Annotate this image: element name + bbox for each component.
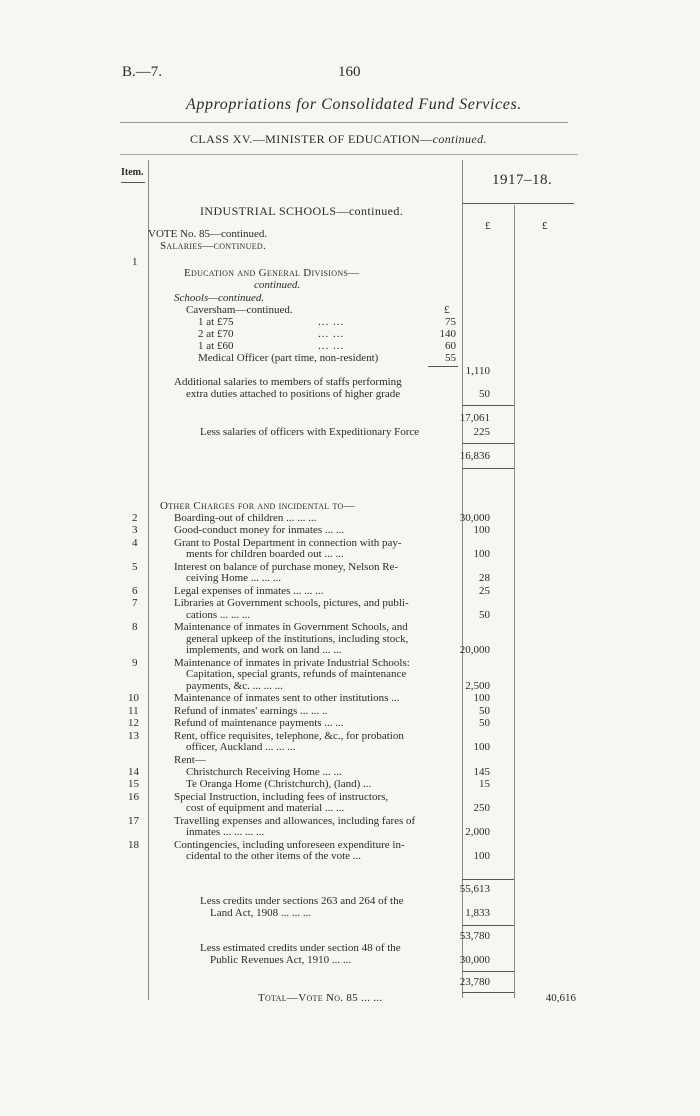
charge-description-line: Boarding-out of children ... ... ...: [174, 512, 317, 524]
item-number-1: 1: [132, 256, 138, 268]
class-heading: [190, 132, 487, 147]
land-act-credit-label-2: Land Act, 1908 ... ... ...: [210, 907, 312, 919]
item-header-rule: [121, 182, 145, 183]
division-heading: Education and General Divisions—: [184, 267, 360, 279]
charge-amount: 20,000: [459, 644, 490, 657]
section-title-text: INDUSTRIAL SCHOOLS—continued.: [200, 204, 404, 218]
charge-description-line: officer, Auckland ... ... ...: [186, 741, 296, 754]
charge-description-line: ments for children boarded out ... ...: [186, 548, 344, 561]
item-number: 4: [132, 536, 138, 549]
item-number: 5: [132, 560, 138, 573]
class-rule: [120, 154, 578, 155]
year-heading: 1917–18.: [492, 172, 553, 188]
charge-description-line: Christchurch Receiving Home ... ...: [186, 766, 342, 778]
charge-amount: 2,000: [465, 826, 490, 839]
salaries-subtotal: 17,061: [459, 412, 490, 424]
after-land-total: 53,780: [459, 930, 490, 942]
item-number: 10: [128, 692, 139, 705]
land-act-credit-value: 1,833: [465, 907, 490, 919]
charge-description-line: cidental to the other items of the vote ...: [186, 850, 362, 863]
oc-net-rule: [462, 971, 514, 972]
land-act-credit-label: Less credits under sections 263 and 264 of the: [200, 895, 404, 907]
charge-amount: 15: [479, 778, 490, 791]
additional-salaries-value: 50: [479, 388, 490, 400]
charge-amount: 50: [479, 704, 490, 717]
pound-header-amount: £: [485, 220, 491, 232]
item-number: 14: [128, 766, 139, 778]
charge-amount: 2,500: [465, 680, 490, 692]
salary-row-value: 140: [439, 328, 456, 340]
salary-row-label: Medical Officer (part time, non-resident): [198, 352, 379, 364]
charge-description-line: Contingencies, including unforeseen expenditure in-: [174, 838, 405, 851]
less-expeditionary-value: 225: [473, 426, 490, 438]
public-revenues-credit-label: Less estimated credits under section 48 of the: [200, 942, 401, 954]
subtotal-rule: [462, 405, 514, 406]
item-number: 9: [132, 656, 138, 669]
charge-amount: 25: [479, 584, 490, 597]
caversham-total: 1,110: [465, 365, 490, 377]
oc-net-rule-bottom: [462, 992, 514, 993]
pound-header-total: £: [542, 220, 548, 232]
salary-row-dots: ... ...: [318, 316, 345, 328]
less-expeditionary-label: Less salaries of officers with Expeditionary Force: [200, 426, 420, 438]
charge-description-line: Interest on balance of purchase money, Nelson Re-: [174, 560, 399, 573]
charge-description-line: Te Oranga Home (Christchurch), (land) ...: [186, 778, 372, 791]
charge-description-line: Refund of inmates' earnings ... ... ..: [174, 704, 328, 717]
charge-description-line: Maintenance of inmates sent to other institutions ...: [174, 692, 400, 705]
oc-subtotal-rule: [462, 879, 514, 880]
charge-description-line: Refund of maintenance payments ... ...: [174, 717, 344, 730]
total-value: 40,616: [545, 992, 576, 1004]
charge-description-line: Grant to Postal Department in connection with pay-: [174, 536, 402, 549]
total-label: Total—Vote No. 85 ... ...: [258, 992, 383, 1004]
item-number: 13: [128, 729, 139, 742]
charge-description-line: payments, &c. ... ... ...: [186, 680, 283, 692]
charge-description-line: Capitation, special grants, refunds of maintenance: [186, 668, 407, 681]
page-title: Appropriations for Consolidated Fund Services.: [186, 96, 522, 113]
section-title: [200, 204, 403, 219]
charge-amount: 100: [473, 850, 490, 863]
charge-description-line: Travelling expenses and allowances, including fares of: [174, 814, 416, 827]
division-continued: continued.: [254, 279, 301, 291]
item-number: 6: [132, 584, 138, 597]
other-charges-heading: Other Charges for and incidental to—: [160, 500, 355, 512]
charge-amount: 250: [473, 802, 490, 815]
charge-amount: 100: [473, 524, 490, 537]
charge-description-line: Legal expenses of inmates ... ... ...: [174, 584, 324, 597]
charge-amount: 50: [479, 608, 490, 621]
salary-row-label: 2 at £70: [198, 328, 234, 340]
item-number: 2: [132, 512, 138, 524]
other-charges-net: 23,780: [459, 976, 490, 988]
item-number: 7: [132, 597, 138, 610]
after-land-rule: [462, 925, 514, 926]
item-number: 18: [128, 838, 139, 851]
vote-heading: VOTE No. 85—continued.: [148, 228, 268, 240]
charge-description-line: ceiving Home ... ... ...: [186, 572, 282, 585]
charge-description-line: implements, and work on land ... ...: [186, 644, 342, 657]
charge-amount: 100: [473, 692, 490, 705]
class-heading-continued: continued.: [432, 132, 487, 146]
page-number: 160: [338, 64, 361, 80]
caversham-total-rule: [428, 366, 458, 367]
salary-row-label: 1 at £60: [198, 340, 234, 352]
charge-description-line: Good-conduct money for inmates ... ...: [174, 524, 345, 537]
net-rule-bottom: [462, 468, 514, 469]
charge-description-line: Maintenance of inmates in private Industrial Schools:: [174, 656, 410, 669]
charge-description-line: inmates ... ... ... ...: [186, 826, 265, 839]
charge-description-line: Rent, office requisites, telephone, &c., for probation: [174, 729, 404, 742]
class-heading-main: CLASS XV.—MINISTER OF EDUCATION—: [190, 132, 433, 146]
salaries-heading: Salaries—continued.: [160, 240, 267, 252]
charge-description-line: Special Instruction, including fees of instructors,: [174, 790, 389, 803]
public-revenues-credit-value: 30,000: [459, 954, 490, 966]
item-number: 11: [128, 704, 139, 717]
additional-salaries-label: Additional salaries to members of staffs performing: [174, 376, 402, 388]
public-revenues-credit-label-2: Public Revenues Act, 1910 ... ...: [210, 954, 352, 966]
item-number: 15: [128, 778, 139, 791]
subtotal-column-divider: [514, 205, 515, 998]
additional-salaries-label-2: extra duties attached to positions of higher grade: [186, 388, 401, 400]
salary-row-dots: ... ...: [318, 340, 345, 352]
item-number: 3: [132, 524, 138, 537]
charge-amount: 50: [479, 717, 490, 730]
item-number: 8: [132, 621, 138, 634]
charge-amount: 30,000: [459, 512, 490, 524]
report-reference: B.—7.: [122, 64, 163, 80]
charge-description-line: Libraries at Government schools, pictures, and publi-: [174, 597, 409, 610]
charge-description-line: Rent—: [174, 753, 206, 766]
charge-amount: 100: [473, 741, 490, 754]
charge-description-line: Maintenance of inmates in Government Schools, and: [174, 621, 408, 634]
salary-row-dots: ... ...: [318, 328, 345, 340]
charge-description-line: cations ... ... ...: [186, 608, 251, 621]
item-number: 17: [128, 814, 139, 827]
year-rule: [462, 203, 574, 204]
charge-amount: 100: [473, 548, 490, 561]
charge-description-line: cost of equipment and material ... ...: [186, 802, 345, 815]
salary-row-label: 1 at £75: [198, 316, 234, 328]
salaries-net: 16,836: [459, 450, 490, 462]
header-rule: [120, 122, 568, 123]
item-column-header: Item.: [121, 167, 144, 178]
net-rule: [462, 443, 514, 444]
charge-amount: 145: [473, 766, 490, 778]
schools-label: Schools—continued.: [174, 292, 265, 304]
pound-sign-inner: £: [444, 304, 450, 316]
other-charges-subtotal: 55,613: [459, 883, 490, 895]
item-number: 16: [128, 790, 139, 803]
salary-row-value: 75: [445, 316, 456, 328]
charge-amount: 28: [479, 572, 490, 585]
amount-column-divider: [462, 160, 463, 998]
salary-row-value: 55: [445, 352, 456, 364]
item-number: 12: [128, 717, 139, 730]
charge-description-line: general upkeep of the institutions, including stock,: [186, 632, 409, 645]
salary-row-value: 60: [445, 340, 456, 352]
item-column-divider: [148, 160, 149, 1000]
caversham-label: Caversham—continued.: [186, 304, 293, 316]
